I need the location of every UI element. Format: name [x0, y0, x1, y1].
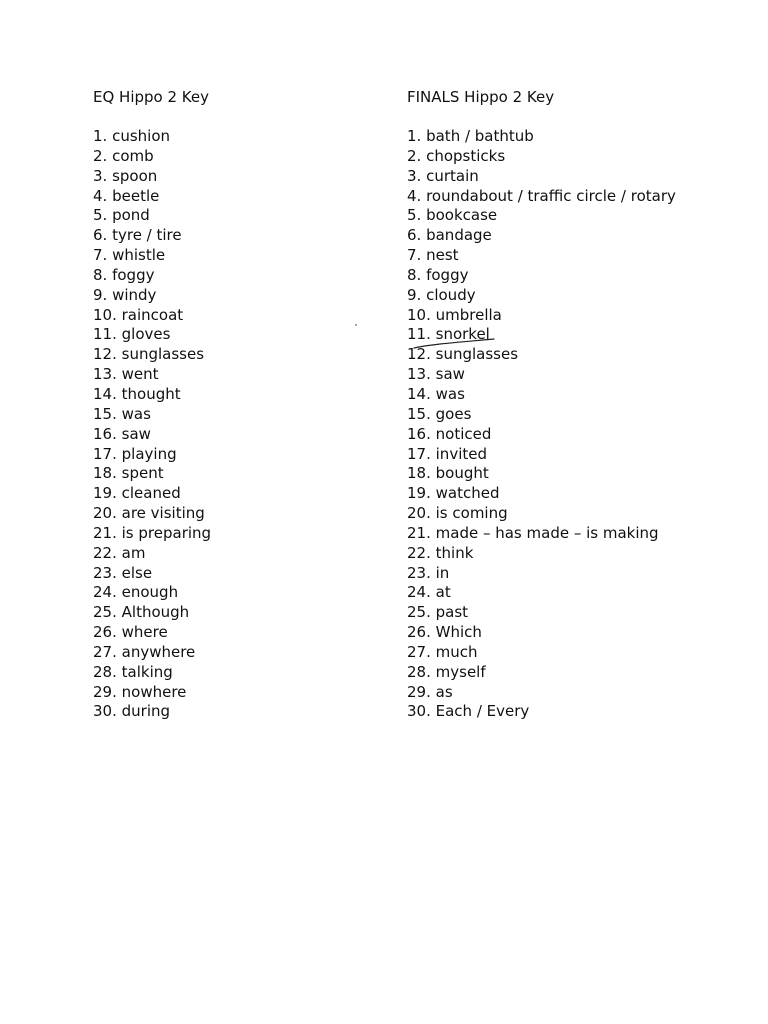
answer-number: 25.: [407, 603, 431, 622]
answer-number: 3.: [407, 166, 422, 185]
answer-item: [407, 583, 676, 603]
answer-item: [407, 564, 676, 584]
answer-item: [93, 286, 211, 306]
answer-item: [407, 365, 676, 385]
answer-number: 4.: [407, 186, 422, 205]
stray-dot-mark: [355, 324, 357, 326]
answer-text: Which: [435, 623, 482, 642]
answer-item: [93, 623, 211, 643]
answer-number: 3.: [93, 166, 108, 185]
answer-text: are visiting: [121, 504, 205, 523]
answer-item: [93, 504, 211, 524]
answer-number: 26.: [93, 623, 117, 642]
answer-number: 12.: [407, 345, 431, 364]
answer-item: [407, 544, 676, 564]
answer-text: made – has made – is making: [435, 523, 659, 542]
answer-number: 20.: [93, 504, 117, 523]
answer-item: [93, 345, 211, 365]
answer-text: watched: [435, 484, 500, 503]
answer-item: [93, 306, 211, 326]
answer-text: chopsticks: [426, 146, 506, 165]
answer-number: 13.: [407, 365, 431, 384]
answer-item: [93, 425, 211, 445]
answer-item: [93, 167, 211, 187]
answer-number: 9.: [93, 285, 108, 304]
answer-item: [407, 683, 676, 703]
answer-item: [407, 306, 676, 326]
answer-text: windy: [112, 285, 157, 304]
answer-item: [407, 702, 676, 722]
answer-item: [407, 206, 676, 226]
answer-text: saw: [435, 365, 465, 384]
answer-text: beetle: [112, 186, 160, 205]
answer-item: [93, 544, 211, 564]
answer-item: [93, 524, 211, 544]
answer-item: [407, 425, 676, 445]
answer-item: [407, 187, 676, 207]
answer-text: sunglasses: [121, 345, 205, 364]
answer-text: as: [435, 682, 453, 701]
answer-text: myself: [435, 662, 486, 681]
answer-text: spent: [121, 464, 164, 483]
answer-number: 21.: [93, 523, 117, 542]
answer-item: [407, 226, 676, 246]
answer-item: [93, 127, 211, 147]
answer-number: 29.: [407, 682, 431, 701]
answer-item: [93, 385, 211, 405]
answer-item: [407, 524, 676, 544]
answer-item: [93, 266, 211, 286]
answer-item: [407, 464, 676, 484]
answer-item: [407, 663, 676, 683]
answer-number: 28.: [93, 662, 117, 681]
answer-text: think: [435, 543, 474, 562]
answer-number: 5.: [93, 206, 108, 225]
answer-item: [407, 127, 676, 147]
answer-number: 14.: [93, 384, 117, 403]
answer-number: 10.: [407, 305, 431, 324]
answer-text: cloudy: [426, 285, 476, 304]
answer-text: curtain: [426, 166, 479, 185]
answer-text: saw: [121, 424, 151, 443]
answer-number: 5.: [407, 206, 422, 225]
answer-number: 13.: [93, 365, 117, 384]
answer-item: [93, 484, 211, 504]
answer-number: 20.: [407, 504, 431, 523]
answer-text: in: [435, 563, 450, 582]
answer-item: [407, 484, 676, 504]
answer-item: [407, 286, 676, 306]
answer-text: foggy: [112, 265, 155, 284]
answer-item: [93, 702, 211, 722]
answer-text: went: [121, 365, 159, 384]
answer-text: anywhere: [121, 642, 196, 661]
answer-number: 23.: [407, 563, 431, 582]
answer-number: 17.: [93, 444, 117, 463]
answer-number: 15.: [93, 404, 117, 423]
answer-number: 21.: [407, 523, 431, 542]
answer-number: 30.: [407, 702, 431, 721]
answer-text: bath / bathtub: [426, 127, 534, 145]
answer-number: 19.: [407, 484, 431, 503]
answer-number: 25.: [93, 603, 117, 622]
answer-text: spoon: [112, 166, 158, 185]
answer-number: 12.: [93, 345, 117, 364]
answer-item: [93, 603, 211, 623]
finals-key-column: [407, 87, 676, 722]
answer-item: [407, 147, 676, 167]
answer-item: [407, 266, 676, 286]
answer-text: much: [435, 642, 478, 661]
answer-text: am: [121, 543, 146, 562]
answer-item: [93, 206, 211, 226]
answer-number: 22.: [93, 543, 117, 562]
answer-item: [93, 583, 211, 603]
answer-text: Each / Every: [435, 702, 530, 721]
answer-number: 18.: [407, 464, 431, 483]
answer-text: is preparing: [121, 523, 212, 542]
answer-item: [93, 663, 211, 683]
answer-text: sunglasses: [435, 345, 519, 364]
answer-number: 7.: [93, 246, 108, 265]
answer-item: [93, 464, 211, 484]
answer-text: whistle: [112, 246, 166, 265]
answer-number: 17.: [407, 444, 431, 463]
answer-item: [407, 385, 676, 405]
answer-text: playing: [121, 444, 177, 463]
answer-number: 9.: [407, 285, 422, 304]
answer-text: is coming: [435, 504, 508, 523]
answer-number: 6.: [407, 226, 422, 245]
answer-text: enough: [121, 583, 179, 602]
answer-text: tyre / tire: [112, 226, 182, 245]
answer-item: [407, 623, 676, 643]
answer-text: goes: [435, 404, 472, 423]
answer-text: snorkel: [435, 325, 490, 344]
answer-number: 15.: [407, 404, 431, 423]
answer-text: during: [121, 702, 171, 721]
answer-number: 1.: [407, 127, 422, 145]
answer-number: 30.: [93, 702, 117, 721]
answer-number: 22.: [407, 543, 431, 562]
finals-answer-list: [407, 127, 676, 722]
answer-item: [93, 325, 211, 345]
answer-number: 2.: [407, 146, 422, 165]
answer-text: talking: [121, 662, 173, 681]
answer-text: comb: [112, 146, 154, 165]
answer-text: thought: [121, 384, 181, 403]
answer-number: 24.: [407, 583, 431, 602]
answer-item: [407, 504, 676, 524]
answer-number: 11.: [407, 325, 431, 344]
answer-text: nest: [426, 246, 459, 265]
answer-number: 23.: [93, 563, 117, 582]
answer-number: 18.: [93, 464, 117, 483]
pen-underline-icon: [412, 338, 496, 350]
answer-text: pond: [112, 206, 150, 225]
answer-text: bandage: [426, 226, 492, 245]
answer-item: [93, 246, 211, 266]
answer-number: 7.: [407, 246, 422, 265]
answer-text: gloves: [121, 325, 171, 344]
answer-number: 2.: [93, 146, 108, 165]
answer-text: else: [121, 563, 153, 582]
answer-item: [93, 445, 211, 465]
answer-number: 28.: [407, 662, 431, 681]
answer-text: bought: [435, 464, 489, 483]
answer-number: 16.: [93, 424, 117, 443]
answer-item: [93, 564, 211, 584]
answer-text: at: [435, 583, 451, 602]
answer-number: 29.: [93, 682, 117, 701]
answer-number: 6.: [93, 226, 108, 245]
answer-number: 19.: [93, 484, 117, 503]
answer-text: was: [435, 384, 465, 403]
answer-text: was: [121, 404, 151, 423]
answer-number: 11.: [93, 325, 117, 344]
answer-number: 8.: [407, 265, 422, 284]
answer-text: invited: [435, 444, 487, 463]
answer-number: 27.: [93, 642, 117, 661]
answer-text: Although: [121, 603, 190, 622]
answer-number: 4.: [93, 186, 108, 205]
answer-item: [407, 643, 676, 663]
answer-item: [93, 683, 211, 703]
answer-number: 24.: [93, 583, 117, 602]
answer-item: [407, 246, 676, 266]
answer-text: cleaned: [121, 484, 181, 503]
answer-text: roundabout / traffic circle / rotary: [426, 186, 676, 205]
answer-number: 8.: [93, 265, 108, 284]
answer-text: noticed: [435, 424, 492, 443]
answer-number: 14.: [407, 384, 431, 403]
answer-number: 27.: [407, 642, 431, 661]
answer-text: past: [435, 603, 469, 622]
answer-text: nowhere: [121, 682, 187, 701]
answer-item: [93, 643, 211, 663]
eq-key-title: EQ Hippo 2 Key: [93, 88, 209, 106]
answer-item: [407, 445, 676, 465]
answer-item: [93, 187, 211, 207]
answer-text: raincoat: [121, 305, 184, 324]
answer-text: foggy: [426, 265, 469, 284]
eq-key-column: [93, 87, 211, 722]
answer-item: [93, 147, 211, 167]
answer-item: [407, 405, 676, 425]
answer-number: 16.: [407, 424, 431, 443]
eq-answer-list: [93, 127, 211, 722]
answer-text: umbrella: [435, 305, 502, 324]
answer-number: 1.: [93, 127, 108, 145]
answer-text: where: [121, 623, 168, 642]
answer-text: bookcase: [426, 206, 498, 225]
answer-number: 10.: [93, 305, 117, 324]
answer-number: 26.: [407, 623, 431, 642]
answer-item: [93, 405, 211, 425]
answer-item: [93, 226, 211, 246]
answer-text: cushion: [112, 127, 171, 145]
answer-item: [93, 365, 211, 385]
answer-item: [407, 167, 676, 187]
answer-item: [407, 603, 676, 623]
finals-key-title: FINALS Hippo 2 Key: [407, 88, 555, 106]
